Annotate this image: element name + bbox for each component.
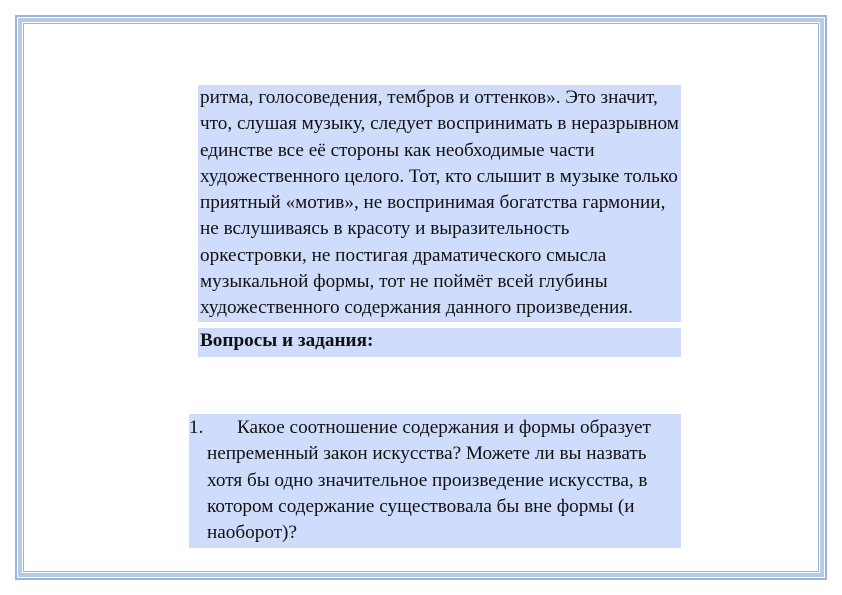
body-paragraph: ритма, голосоведения, тембров и оттенков». Это значит, что, слушая музыку, следует воспринимать в неразрывном единстве все её стороны как необходимые части художественного целого. Тот, кто слышит в музыке только приятный «мотив», не воспринимая богатства гармонии, не вслушиваясь в красоту и выразительность оркестровки, не постигая драматического смысла музыкальной формы, тот не поймёт всей глубины художественного содержания данного произведения. [198, 85, 681, 322]
question-number: 1. [189, 417, 204, 438]
question-item [189, 415, 681, 546]
questions-list [189, 414, 681, 548]
questions-heading: Вопросы и задания: [198, 328, 681, 357]
slide-text-block [198, 85, 681, 357]
question-text: Какое соотношение содержания и формы образует непременный закон искусства? Можете ли вы назвать хотя бы одно значительное произведение искусства, в котором содержание существовала бы вне формы (и наоборот)? [207, 417, 651, 544]
